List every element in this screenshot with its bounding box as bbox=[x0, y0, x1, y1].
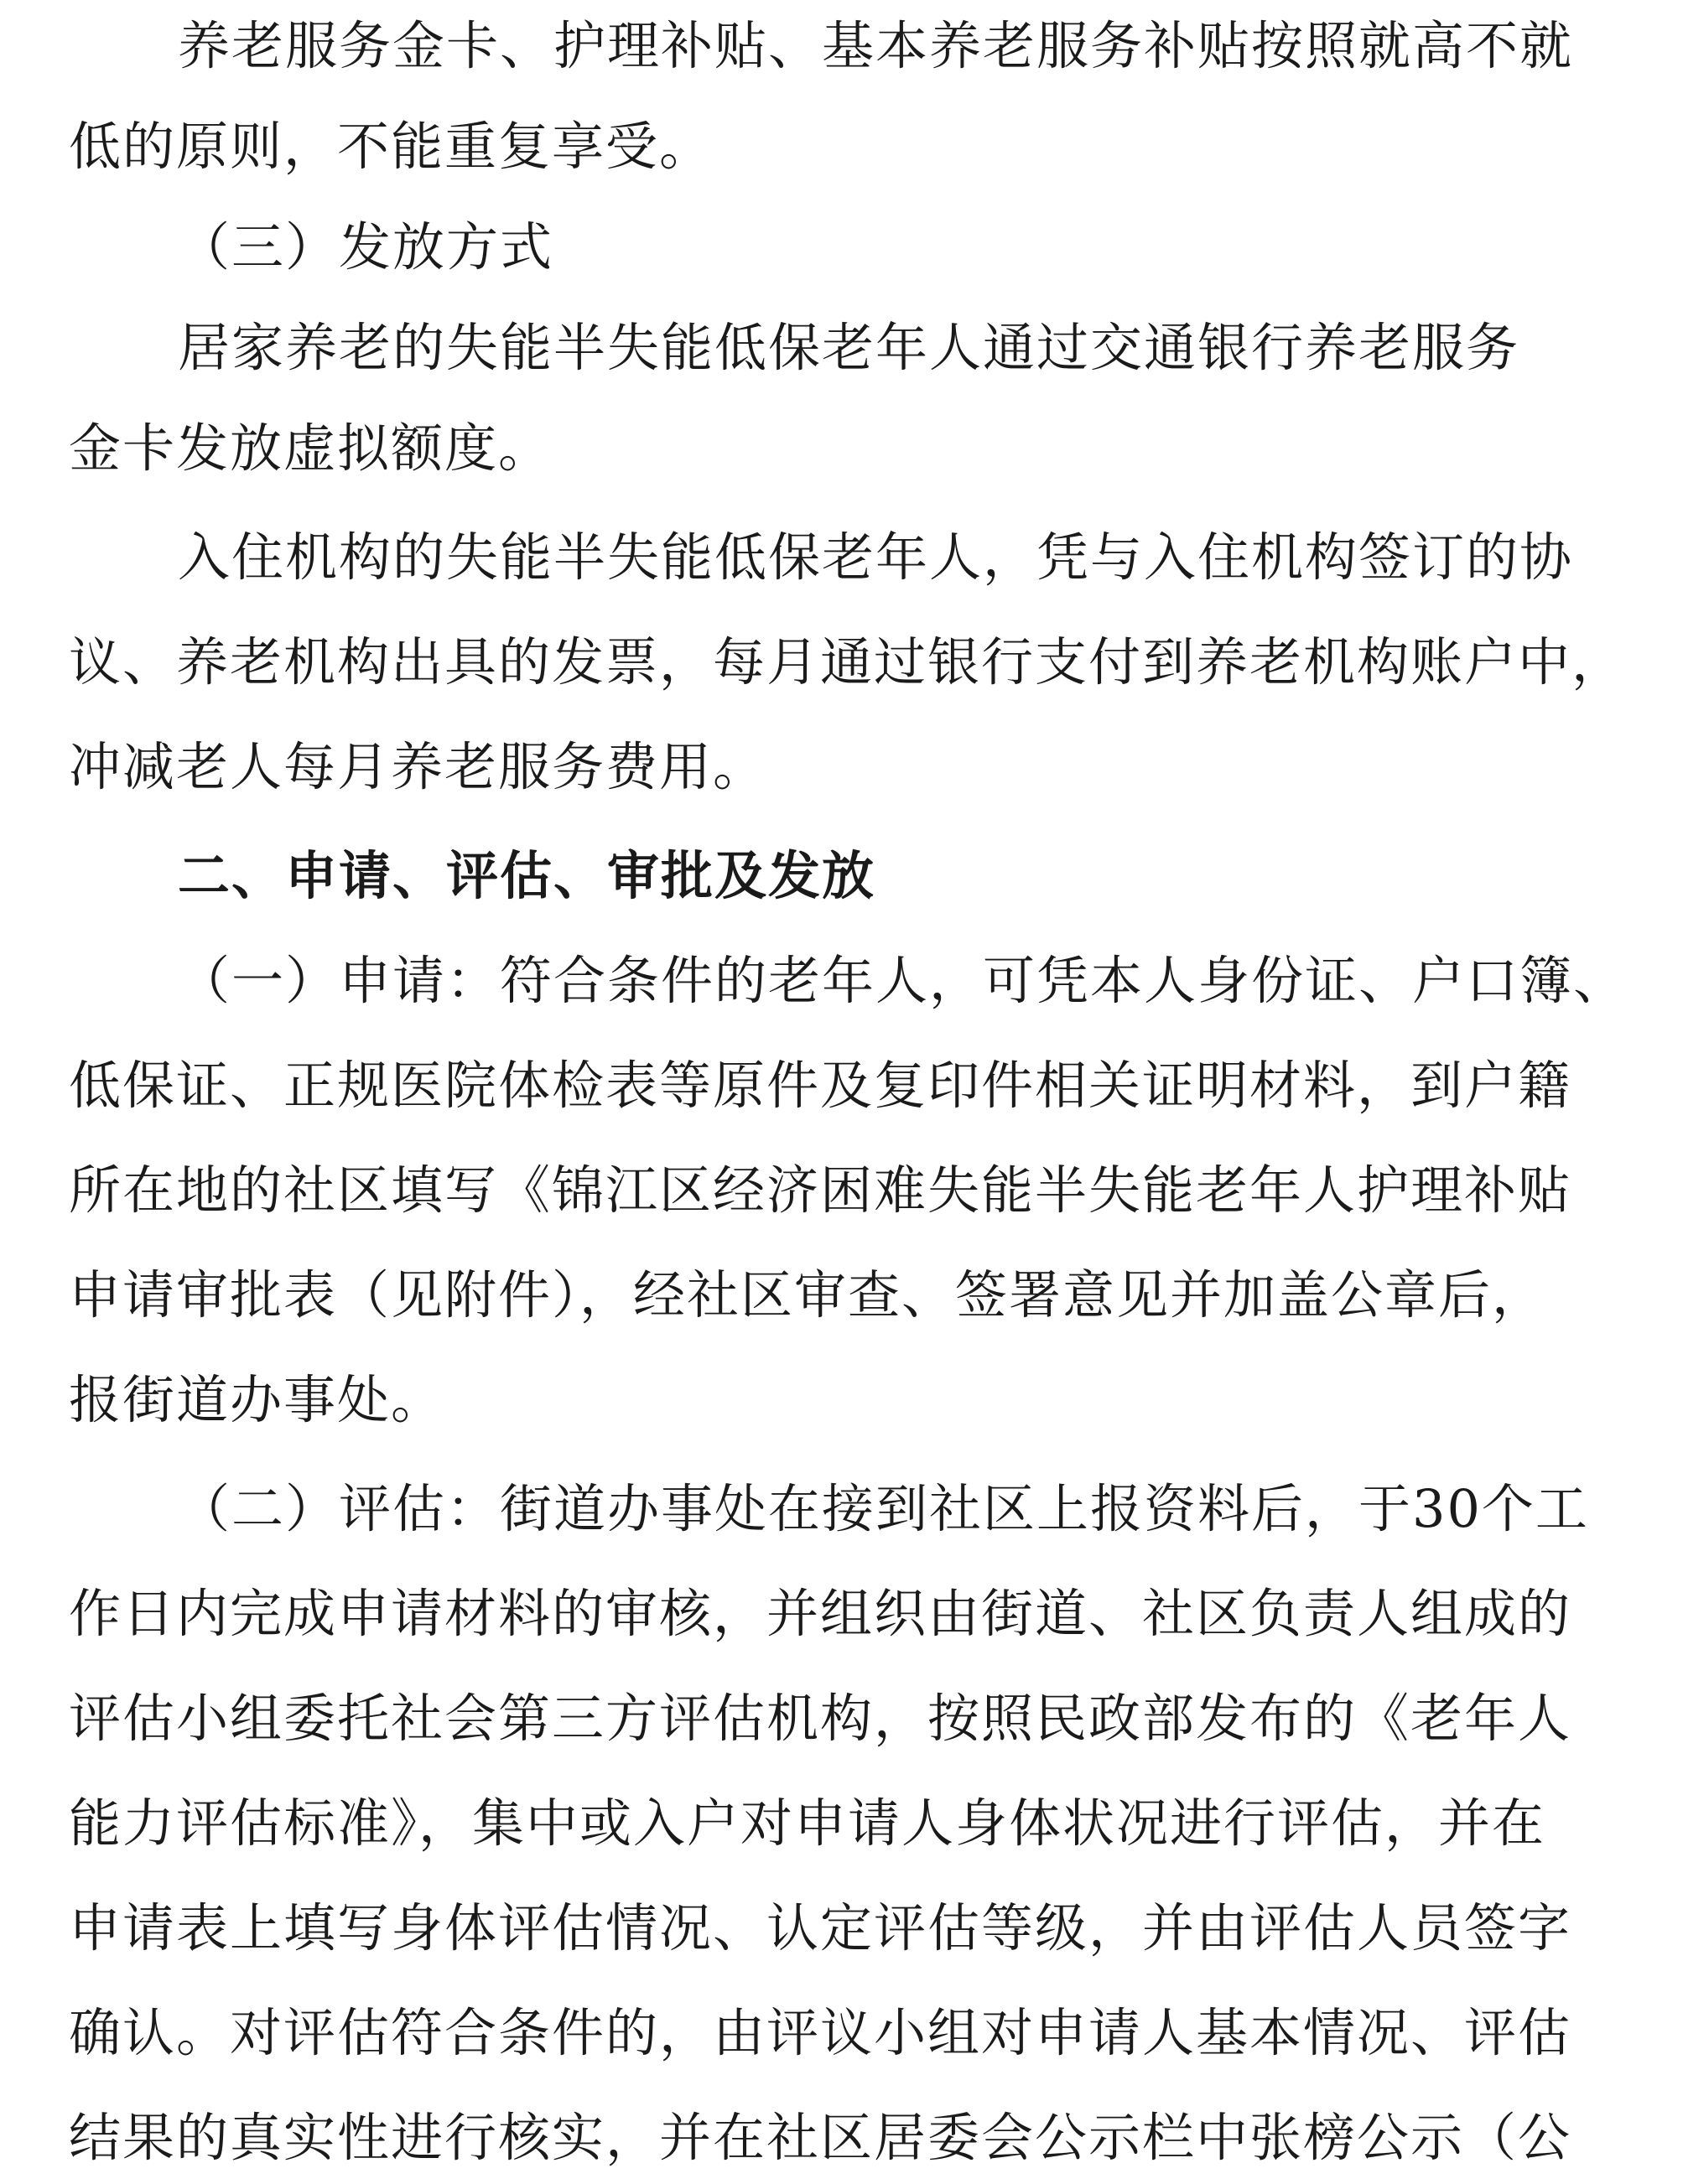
paragraph-line: 居家养老的失能半失能低保老年人通过交通银行养老服务 bbox=[178, 317, 1520, 378]
paragraph-line: 金卡发放虚拟额度。 bbox=[69, 418, 553, 479]
paragraph-line: 低保证、正规医院体检表等原件及复印件相关证明材料，到户籍 bbox=[69, 1055, 1572, 1116]
paragraph-line: 能力评估标准》，集中或入户对申请人身体状况进行评估，并在 bbox=[69, 1792, 1546, 1854]
paragraph-line: 报街道办事处。 bbox=[69, 1369, 445, 1430]
paragraph-line: （二）评估：街道办事处在接到社区上报资料后，于30个工 bbox=[178, 1478, 1589, 1539]
section-subheading: （三）发放方式 bbox=[178, 216, 554, 278]
paragraph-line: 养老服务金卡、护理补贴、基本养老服务补贴按照就高不就 bbox=[178, 15, 1574, 76]
paragraph-line: 申请表上填写身体评估情况、认定评估等级，并由评估人员签字 bbox=[69, 1897, 1572, 1958]
paragraph-line: 入住机构的失能半失能低保老年人，凭与入住机构签订的协 bbox=[178, 527, 1574, 588]
paragraph-line: （一）申请：符合条件的老年人，可凭本人身份证、户口簿、 bbox=[178, 950, 1628, 1011]
section-heading: 二、申请、评估、审批及发放 bbox=[178, 845, 876, 906]
paragraph-line: 确认。对评估符合条件的，由评议小组对申请人基本情况、评估 bbox=[69, 2002, 1572, 2063]
paragraph-line: 评估小组委托社会第三方评估机构，按照民政部发布的《老年人 bbox=[69, 1688, 1572, 1749]
paragraph-line: 作日内完成申请材料的审核，并组织由街道、社区负责人组成的 bbox=[69, 1583, 1572, 1644]
paragraph-line: 所在地的社区填写《锦江区经济困难失能半失能老年人护理补贴 bbox=[69, 1159, 1572, 1221]
paragraph-line: 冲减老人每月养老服务费用。 bbox=[69, 736, 767, 797]
paragraph-line: 申请审批表（见附件），经社区审查、签署意见并加盖公章后， bbox=[69, 1264, 1546, 1325]
paragraph-line: 议、养老机构出具的发票，每月通过银行支付到养老机构账户中， bbox=[69, 631, 1626, 693]
paragraph-line: 结果的真实性进行核实，并在社区居委会公示栏中张榜公示（公 bbox=[69, 2107, 1572, 2168]
paragraph-line: 低的原则，不能重复享受。 bbox=[69, 116, 714, 177]
